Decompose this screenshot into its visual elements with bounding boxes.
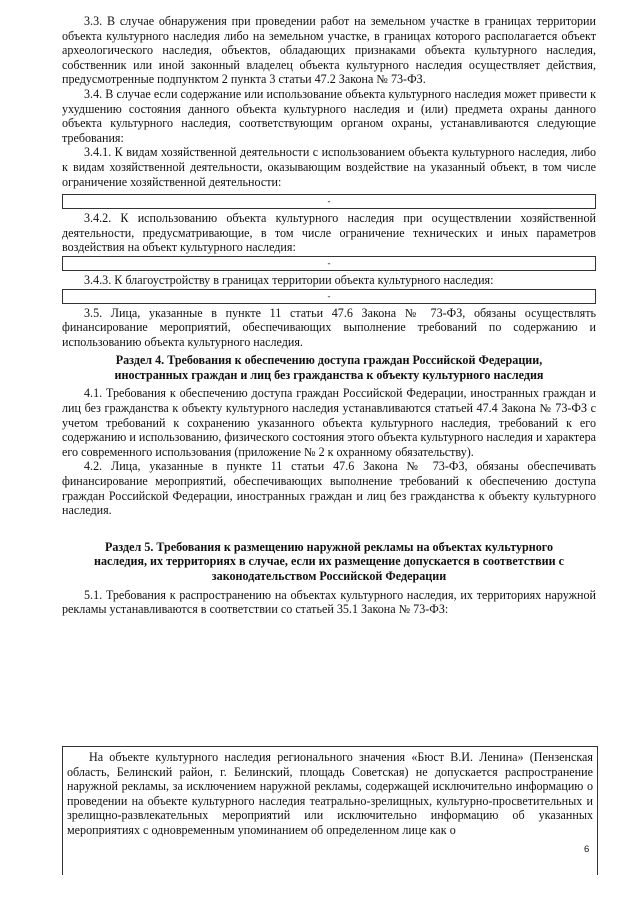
requirement-box-3-4-1: - — [62, 194, 596, 209]
section-4-heading-line-1: Раздел 4. Требования к обеспечению доступа граждан Российской Федерации, — [115, 353, 543, 368]
section-5-heading-line-3: законодательством Российской Федерации — [211, 569, 447, 583]
page-number: 6 — [584, 844, 590, 855]
paragraph-3-5: 3.5. Лица, указанные в пункте 11 статьи 47.6 Закона № 73-ФЗ, обязаны осуществлять финансирование мероприятий, обеспечивающих выполнение требований по содержанию и использованию объекта культурного наследия. — [62, 305, 596, 349]
paragraph-5-1: 5.1. Требования к распространению на объектах культурного наследия, их территориях наружной рекламы устанавливаются в соответствии со статьей 35.1 Закона № 73-ФЗ: — [62, 587, 596, 617]
requirement-box-3-4-3: - — [62, 289, 596, 304]
document-body — [62, 14, 596, 617]
paragraph-4-1: 4.1. Требования к обеспечению доступа граждан Российской Федерации, иностранных граждан и лиц без гражданства к объекту культурного наследия устанавливаются статьей 47.4 Закона № 73-ФЗ с учетом требований к сохранению указанного объекта культурного наследия, требований к его содержанию и использованию, физического состояния этого объекта культурного наследия и характера его современного использования (приложение № 2 к охранному обязательству). — [62, 386, 596, 459]
paragraph-3-4-2: 3.4.2. К использованию объекта культурного наследия при осуществлении хозяйственной деятельности, предусматривающие, в том числе ограничение технических и иных параметров воздействия на объект культурного наследия: — [62, 211, 596, 255]
section-5-heading-line-2: наследия, их территориях в случае, если их размещение допускается в соответствии с — [93, 554, 564, 569]
section-5-heading-line-1: Раздел 5. Требования к размещению наружной рекламы на объектах культурного — [104, 539, 554, 554]
paragraph-3-3: 3.3. В случае обнаружения при проведении работ на земельном участке в границах территории объекта культурного наследия либо на земельном участке, в границах которого располагается объект археологического наследия, объектов, обладающих признаками объекта культурного наследия, собственник или иной законный владелец объекта культурного наследия осуществляет действия, предусмотренные подпунктом 2 пункта 3 статьи 47.2 Закона № 73-ФЗ. — [62, 14, 596, 87]
advertising-requirement-box — [62, 746, 598, 875]
paragraph-3-4-1: 3.4.1. К видам хозяйственной деятельности с использованием объекта культурного наследия, либо к видам хозяйственной деятельности, оказывающим воздействие на указанный объект, в том числе ограничение хозяйственной деятельности: — [62, 145, 596, 189]
paragraph-3-4-3: 3.4.3. К благоустройству в границах территории объекта культурного наследия: — [84, 272, 494, 287]
requirement-box-3-4-2: - — [62, 256, 596, 271]
paragraph-3-4: 3.4. В случае если содержание или использование объекта культурного наследия может привести к ухудшению состояния данного объекта культурного наследия и (или) предмета охраны данного объекта культурного наследия, соответствующим органом охраны, устанавливаются следующие требования: — [62, 86, 596, 145]
paragraph-4-2: 4.2. Лица, указанные в пункте 11 статьи 47.6 Закона № 73-ФЗ, обязаны обеспечивать финансирование мероприятий, обеспечивающих выполнение требований к обеспечению доступа граждан Российской Федерации, иностранных граждан и лиц без гражданства к объекту культурного наследия. — [62, 459, 596, 518]
section-4-heading-line-2: иностранных граждан и лиц без гражданства к объекту культурного наследия — [114, 367, 544, 382]
advertising-requirement-text: На объекте культурного наследия регионального значения «Бюст В.И. Ленина» (Пензенская область, Белинский район, г. Белинский, площадь Советская) не допускается распространение наружной рекламы, за исключением наружной рекламы, содержащей исключительно информацию о проведении на объекте культурного наследия театрально-зрелищных, культурно-просветительных и зрелищно-развлекательных мероприятий или исключительно информацию об указанных мероприятиях с одновременным упоминанием об определенном лице как о — [67, 750, 593, 837]
